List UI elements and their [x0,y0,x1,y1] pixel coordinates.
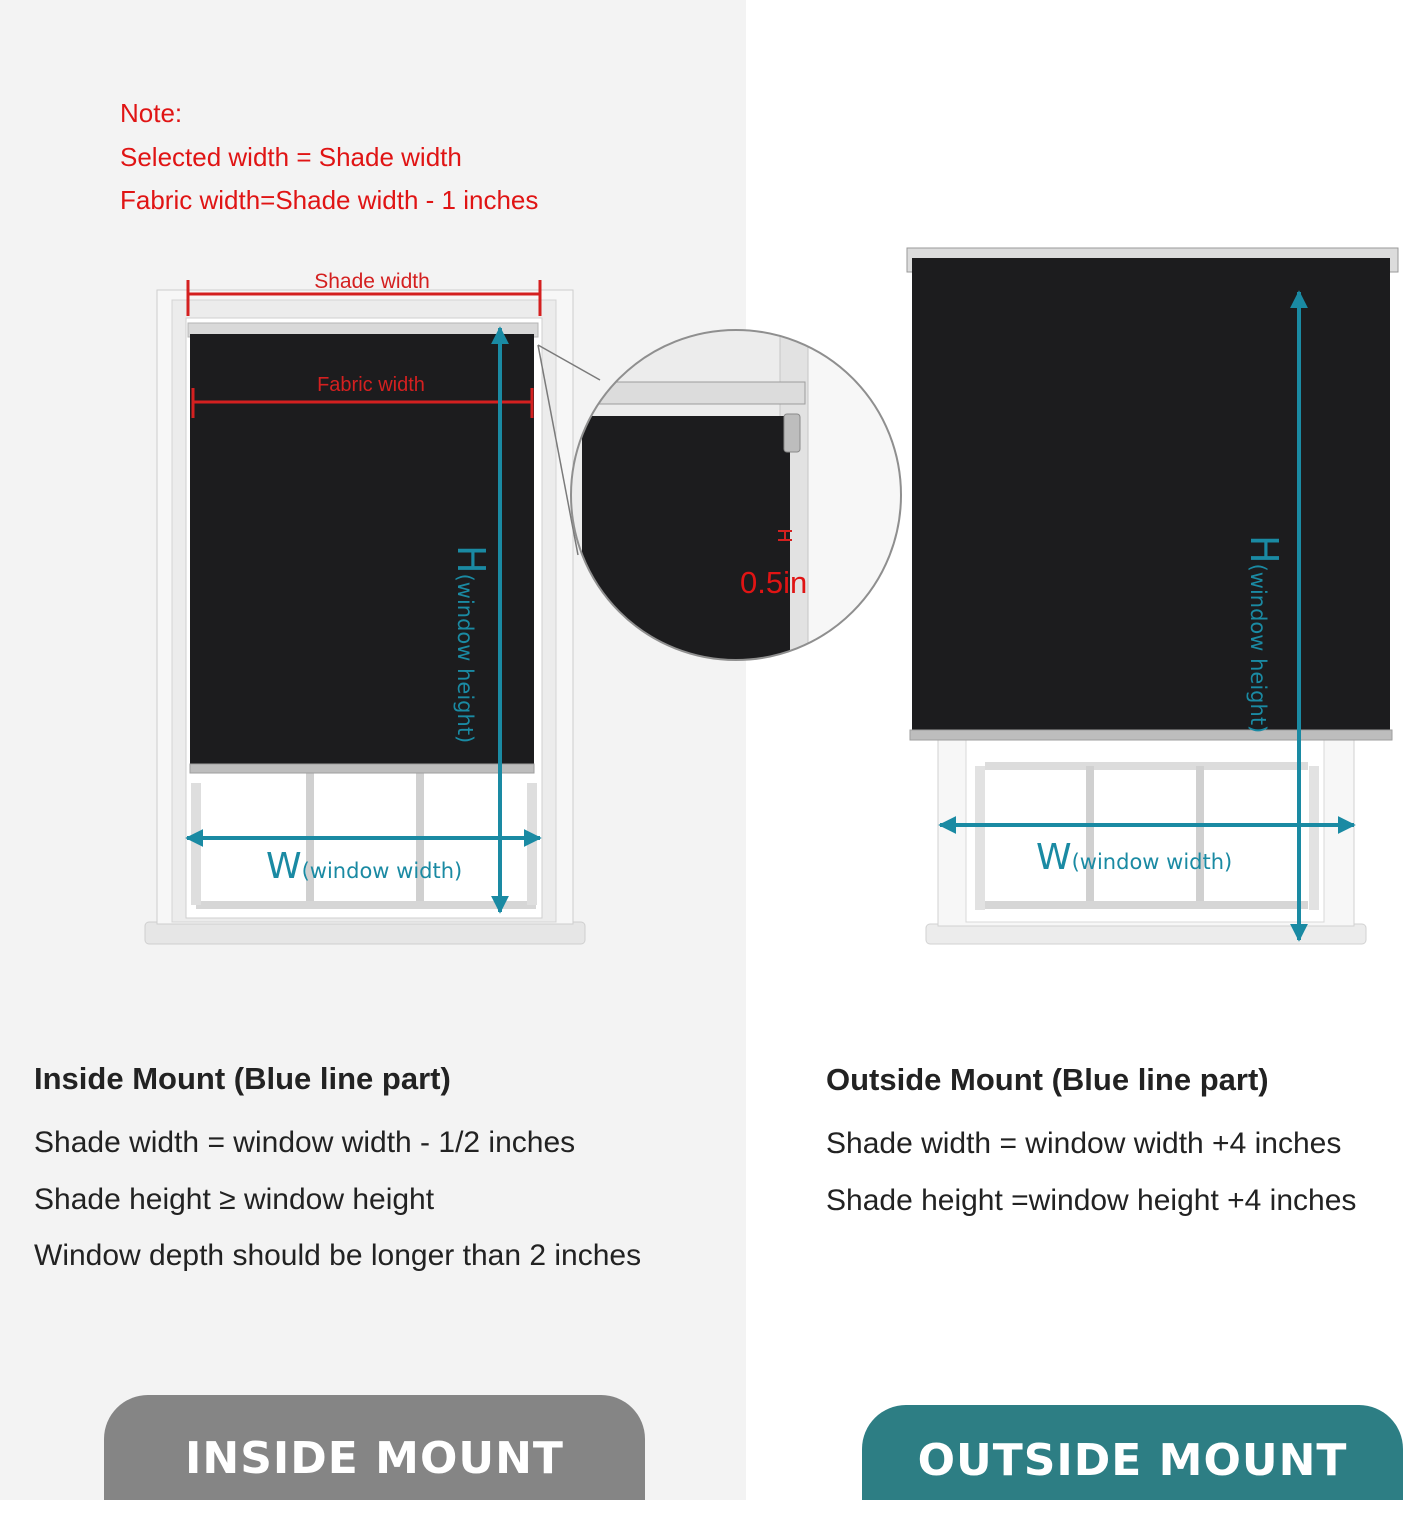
note-line-1: Selected width = Shade width [120,141,462,172]
outside-window [907,248,1398,944]
inside-mount-heading: Inside Mount (Blue line part) [34,1061,451,1096]
outside-shade-height-rule: Shade height =window height +4 inches [826,1183,1357,1217]
inside-height-label: (window height) [453,573,477,744]
zoom-gap-label: 0.5in [740,565,808,600]
note-line-2: Fabric width=Shade width - 1 inches [120,185,539,215]
zoom-headrail [560,382,805,404]
outside-shade-width-rule: Shade width = window width +4 inches [826,1127,1342,1160]
zoom-callout [538,320,920,680]
outside-width-letter: W [1036,837,1072,878]
inside-shade-width-rule: Shade width = window width - 1/2 inches [34,1126,576,1159]
inside-shade-height-rule: Shade height ≥ window height [34,1182,435,1216]
note-title: Note: [120,98,183,128]
outside-width-label: (window width) [1071,850,1233,874]
inside-window-depth-rule: Window depth should be longer than 2 inches [34,1239,642,1272]
inside-bottom-bar [190,764,534,773]
outside-shade-fabric [912,258,1390,732]
inside-height-letter: H [449,545,493,574]
inside-mount-info [34,1061,641,1285]
outside-mount-info [826,1062,1356,1229]
outside-height-letter: H [1242,535,1286,564]
inside-width-letter: W [266,846,302,887]
shade-width-label: Shade width [314,270,430,293]
inside-width-label: (window width) [301,859,463,883]
zoom-bracket [784,414,800,452]
inside-window-sill [145,922,585,944]
inside-mount-badge: INSIDE MOUNT [104,1395,645,1500]
outside-height-label: (window height) [1246,563,1270,734]
outside-mount-heading: Outside Mount (Blue line part) [826,1062,1269,1097]
outside-bottom-bar [910,730,1392,740]
zoom-shade-fabric [582,416,790,676]
fabric-width-label: Fabric width [317,374,425,396]
outside-mount-badge: OUTSIDE MOUNT [862,1405,1403,1500]
